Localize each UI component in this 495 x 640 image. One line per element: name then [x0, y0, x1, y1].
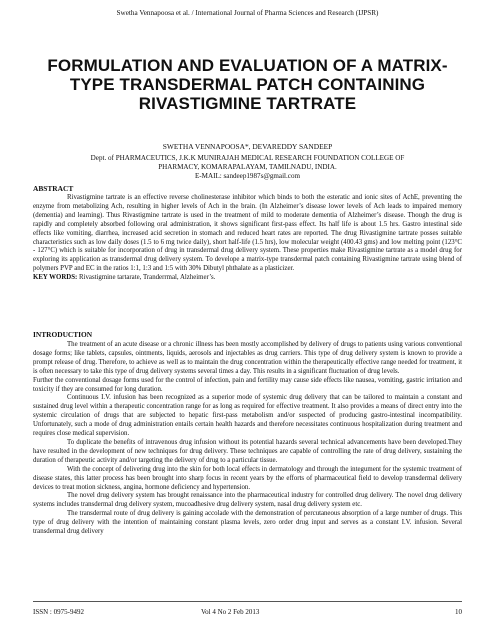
intro-paragraph: The novel drug delivery system has brought renaissance into the pharmaceutical industry for controlled drug delivery. The novel drug delivery systems includes transdermal drug delivery system, mucoadhesive drug delivery system, nasal drug delivery system etc. [33, 492, 462, 509]
keywords [33, 274, 462, 283]
intro-paragraph: Continuous I.V. infusion has been recognized as a superior mode of systemic drug delivery that can be tailored to maintain a constant and sustained drug level within a therapeutic concentration range for as long as required for effective treatment. It also provides a means of direct entry into the systemic circulation of drugs that are subjected to hepatic first-pass metabolism and/or suspected of producing gastro-intestinal incompatibility. Unfortunately, such a mode of drug administration entails certain health hazards and therefore necessitates continuous hospitalization during treatment and requires close medical supervision. [33, 394, 462, 438]
page-number: 10 [455, 608, 462, 616]
paper-title: FORMULATION AND EVALUATION OF A MATRIX-TYPE TRANSDERMAL PATCH CONTAINING RIVASTIGMINE TARTRATE [47, 56, 448, 113]
authors: SWETHA VENNAPOOSA*, DEVAREDDY SANDEEP [162, 142, 333, 151]
abstract-heading: ABSTRACT [33, 184, 74, 193]
keywords-label: KEY WORDS: [33, 274, 78, 282]
email[interactable]: E-MAIL: sandeep1987s@gmail.com [194, 172, 301, 180]
intro-paragraph: Further the conventional dosage forms used for the control of infection, pain and fertility may cause side effects like nausea, vomiting, gastric irritation and toxicity if they are consumed for long duration. [33, 376, 462, 393]
abstract-text: Rivastigmine tartrate is an effective reverse cholinesterase inhibitor which binds to both the esteratic and ionic sites of AchE, preventing the enzyme from metabolizing Ach, resulting in higher levels of Ach in the brain. (In Alzheimer’s disease lower levels of Ach leads to impaired memory (dementia) and learning). Thus Rivastigmine tartrate is used in the treatment of mild to moderate dementia of Alzheimer’s disease. Though the drug is rapidly and completely absorbed following oral administration, it shows significant first-pass effect. Its half life is about 1.5 hrs. Gastro intestinal side effects like vomiting, diarrhea, increased acid secretion in stomach and reduced heart rates are reported. The drug Rivastigmine tartrate posses suitable characteristics such as low daily doses (1.5 to 6 mg twice daily), short half-life (1.5 hrs), low molecular weight (400.43 gms) and low melting point (123°C - 127°C) which is suitable for incorporation of drug in transdermal drug delivery system. These properties make Rivastigmine tartrate as a model drug for exploring its application as transdermal drug delivery system. To develope a matrix-type transdermal patch containing Rivastigmine tartrate using blend of polymers PVP and EC in the ratios 1:1, 1:3 and 1:5 with 30% Dibutyl phthalate as a plasticizer. [33, 194, 462, 273]
abstract-section [33, 194, 462, 283]
affiliation-line-2: PHARMACY, KOMARAPALAYAM, TAMILNADU, INDIA. [158, 163, 337, 171]
introduction-heading: INTRODUCTION [33, 330, 93, 339]
intro-paragraph: To duplicate the benefits of intravenous drug infusion without its potential hazards several technical advancements have been developed.They have resulted in the development of new techniques for drug delivery. These techniques are capable of controlling the rate of drug delivery, sustaining the duration of therapeutic activity and/or targeting the delivery of drug to a particular tissue. [33, 438, 462, 464]
keywords-text: Rivastigmine tartarate, Tranderrmal, Alzheimer’s. [77, 274, 216, 282]
running-head: Swetha Vennapoosa et al. / International Journal of Pharma Sciences and Research (IJPSR) [116, 9, 379, 17]
intro-paragraph: The transdermal route of drug delivery is gaining accolade with the demonstration of percutaneous absorption of a large number of drugs. This type of drug delivery with the intention of maintaining constant plasma levels, zero order drug input and serves as a constant I.V. infusion. Several transdermal drug delivery [33, 510, 462, 536]
intro-paragraph: The treatment of an acute disease or a chronic illness has been mostly accomplished by delivery of drugs to patients using various conventional dosage forms; like tablets, capsules, ointments, liquids, aerosols and injectables as drug carriers. This type of drug delivery system is known to provide a prompt release of drug. Therefore, to achieve as well as to maintain the drug concentration within the therapeutically effective range needed for treatment, it is often necessary to take this type of drug delivery systems several times a day. This results in a significant fluctuation of drug levels. [33, 341, 462, 375]
affiliation [40, 154, 455, 181]
footer-issn: ISSN : 0975-9492 [33, 608, 84, 616]
affiliation-line-1: Dept. of PHARMACEUTICS, J.K.K MUNIRAJAH MEDICAL RESEARCH FOUNDATION COLLEGE OF [90, 154, 405, 162]
introduction-section [33, 341, 462, 537]
footer-volume: Vol 4 No 2 Feb 2013 [201, 608, 260, 616]
footer-divider [33, 601, 462, 602]
intro-paragraph: With the concept of delivering drug into the skin for both local effects in dermatology and through the integument for the systemic treatment of disease states, this latter process has been brought into sharp focus in recent years by the efforts of pharmaceutical field to develop transdermal delivery devices to treat motion sickness, angina, hormone deficiency and hypertension. [33, 465, 462, 491]
